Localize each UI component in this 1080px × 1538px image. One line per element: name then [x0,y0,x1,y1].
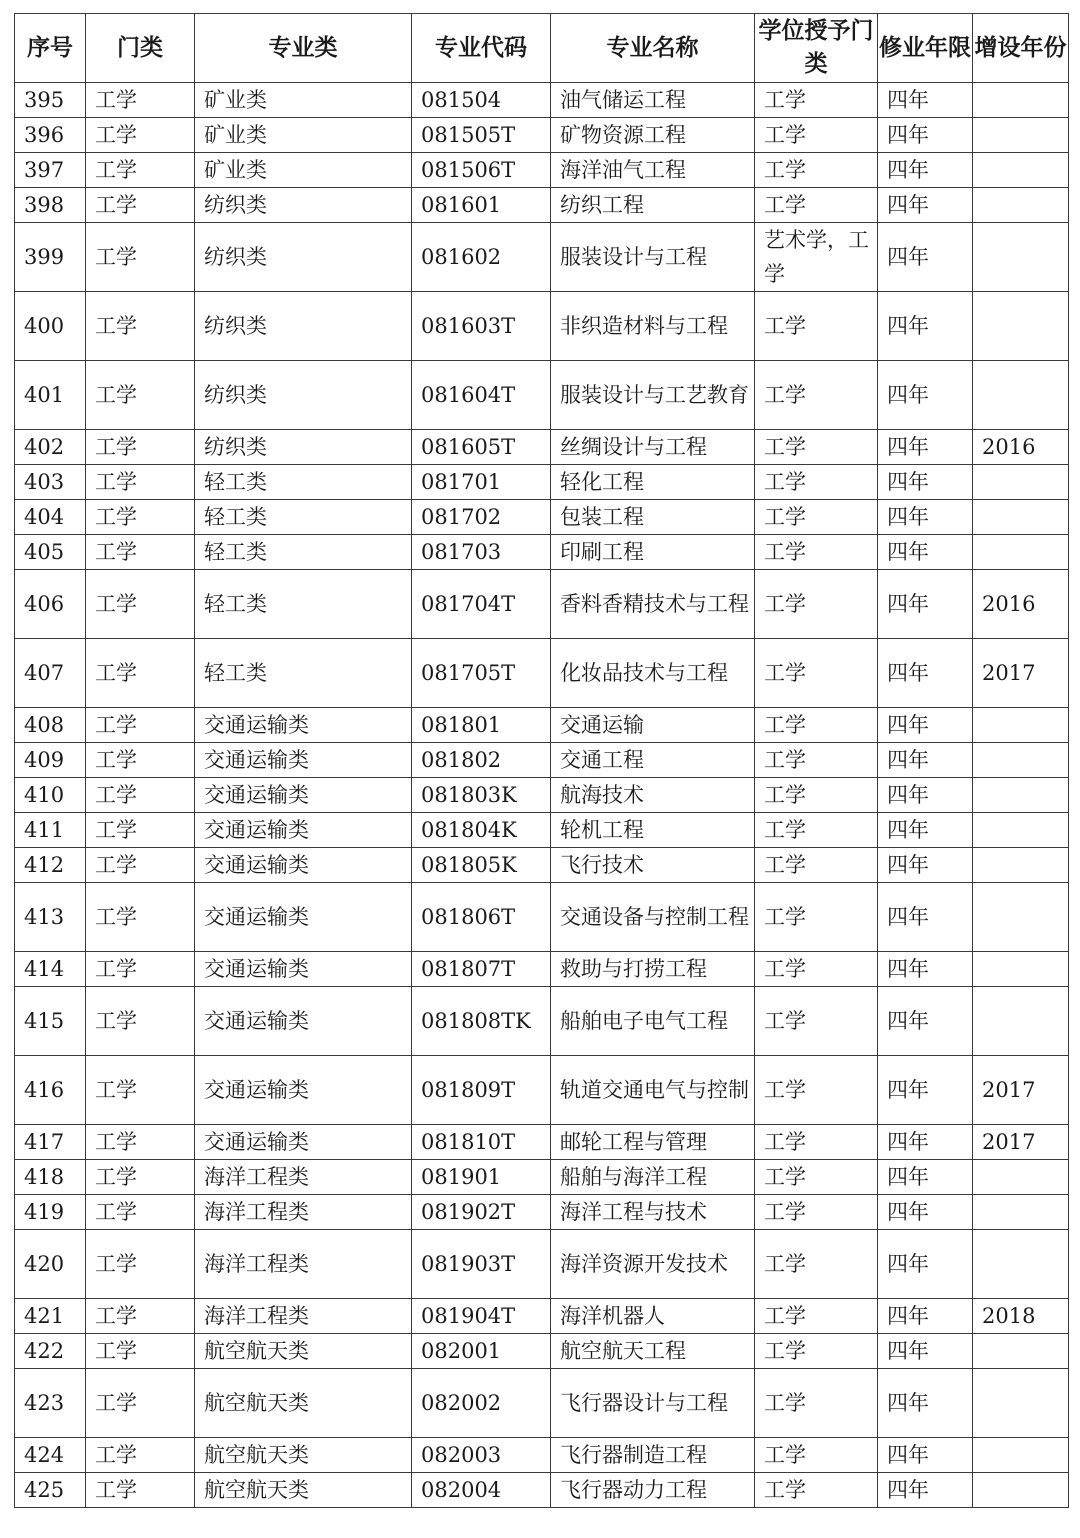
table-row [15,778,1069,813]
degree-category-cell: 工学 [755,987,878,1056]
specialty-code-cell: 081903T [412,1230,551,1299]
year-added-cell: 2016 [973,570,1069,639]
study-length-cell: 四年 [878,535,973,570]
study-length-cell: 四年 [878,1230,973,1299]
serial-number-cell: 401 [15,361,86,430]
table-row [15,83,1069,118]
serial-number-cell: 396 [15,118,86,153]
study-length-cell: 四年 [878,1195,973,1230]
serial-number-cell: 425 [15,1473,86,1508]
table-row [15,1299,1069,1334]
specialty-code-cell: 082001 [412,1334,551,1369]
study-length-cell: 四年 [878,223,973,292]
specialty-class-cell: 纺织类 [195,188,412,223]
header-specialty-class: 专业类 [195,14,412,83]
specialty-catalog-table [14,13,1069,1508]
discipline-cell: 工学 [86,500,195,535]
discipline-cell: 工学 [86,223,195,292]
specialty-code-cell: 081801 [412,708,551,743]
table-row [15,535,1069,570]
specialty-code-cell: 082004 [412,1473,551,1508]
discipline-cell: 工学 [86,1195,195,1230]
specialty-name-cell: 海洋资源开发技术 [551,1230,755,1299]
degree-category-cell: 工学 [755,1195,878,1230]
table-row [15,1195,1069,1230]
specialty-class-cell: 交通运输类 [195,883,412,952]
year-added-cell [973,83,1069,118]
study-length-cell: 四年 [878,1056,973,1125]
table-row [15,570,1069,639]
serial-number-cell: 417 [15,1125,86,1160]
specialty-name-cell: 航空航天工程 [551,1334,755,1369]
specialty-name-cell: 纺织工程 [551,188,755,223]
year-added-cell [973,535,1069,570]
discipline-cell: 工学 [86,292,195,361]
year-added-cell [973,223,1069,292]
study-length-cell: 四年 [878,361,973,430]
specialty-class-cell: 交通运输类 [195,778,412,813]
specialty-name-cell: 航海技术 [551,778,755,813]
discipline-cell: 工学 [86,708,195,743]
serial-number-cell: 407 [15,639,86,708]
specialty-class-cell: 海洋工程类 [195,1160,412,1195]
degree-category-cell: 工学 [755,1473,878,1508]
study-length-cell: 四年 [878,813,973,848]
specialty-name-cell: 飞行技术 [551,848,755,883]
table-row [15,1125,1069,1160]
header-year-added: 增设年份 [973,14,1069,83]
degree-category-cell: 工学 [755,292,878,361]
specialty-name-cell: 船舶与海洋工程 [551,1160,755,1195]
specialty-class-cell: 海洋工程类 [195,1230,412,1299]
year-added-cell [973,1230,1069,1299]
serial-number-cell: 403 [15,465,86,500]
table-row [15,1438,1069,1473]
specialty-class-cell: 交通运输类 [195,952,412,987]
serial-number-cell: 423 [15,1369,86,1438]
year-added-cell [973,848,1069,883]
specialty-class-cell: 矿业类 [195,153,412,188]
specialty-class-cell: 航空航天类 [195,1369,412,1438]
specialty-name-cell: 海洋工程与技术 [551,1195,755,1230]
table-row [15,1160,1069,1195]
discipline-cell: 工学 [86,1438,195,1473]
header-degree-category: 学位授予门类 [755,14,878,83]
degree-category-cell: 工学 [755,1299,878,1334]
specialty-code-cell: 081804K [412,813,551,848]
study-length-cell: 四年 [878,430,973,465]
specialty-name-cell: 船舶电子电气工程 [551,987,755,1056]
year-added-cell: 2017 [973,1056,1069,1125]
specialty-name-cell: 交通运输 [551,708,755,743]
study-length-cell: 四年 [878,1334,973,1369]
year-added-cell [973,1369,1069,1438]
discipline-cell: 工学 [86,430,195,465]
table-row [15,361,1069,430]
specialty-name-cell: 飞行器动力工程 [551,1473,755,1508]
study-length-cell: 四年 [878,465,973,500]
degree-category-cell: 工学 [755,1438,878,1473]
discipline-cell: 工学 [86,465,195,500]
specialty-code-cell: 081704T [412,570,551,639]
table-row [15,1334,1069,1369]
serial-number-cell: 411 [15,813,86,848]
specialty-name-cell: 救助与打捞工程 [551,952,755,987]
serial-number-cell: 395 [15,83,86,118]
degree-category-cell: 工学 [755,500,878,535]
specialty-class-cell: 航空航天类 [195,1334,412,1369]
specialty-name-cell: 轨道交通电气与控制 [551,1056,755,1125]
discipline-cell: 工学 [86,118,195,153]
specialty-name-cell: 邮轮工程与管理 [551,1125,755,1160]
specialty-code-cell: 081806T [412,883,551,952]
specialty-name-cell: 飞行器制造工程 [551,1438,755,1473]
specialty-name-cell: 丝绸设计与工程 [551,430,755,465]
specialty-class-cell: 纺织类 [195,223,412,292]
year-added-cell [973,708,1069,743]
year-added-cell: 2017 [973,639,1069,708]
specialty-code-cell: 081605T [412,430,551,465]
header-discipline-category: 门类 [86,14,195,83]
specialty-name-cell: 矿物资源工程 [551,118,755,153]
specialty-code-cell: 081902T [412,1195,551,1230]
specialty-class-cell: 交通运输类 [195,1056,412,1125]
degree-category-cell: 工学 [755,361,878,430]
table-row [15,813,1069,848]
specialty-code-cell: 081602 [412,223,551,292]
specialty-class-cell: 海洋工程类 [195,1195,412,1230]
specialty-code-cell: 082003 [412,1438,551,1473]
table-row [15,465,1069,500]
study-length-cell: 四年 [878,570,973,639]
serial-number-cell: 419 [15,1195,86,1230]
table-row [15,639,1069,708]
table-row [15,292,1069,361]
specialty-code-cell: 081601 [412,188,551,223]
serial-number-cell: 398 [15,188,86,223]
specialty-name-cell: 轮机工程 [551,813,755,848]
table-row [15,223,1069,292]
study-length-cell: 四年 [878,987,973,1056]
specialty-name-cell: 服装设计与工程 [551,223,755,292]
specialty-name-cell: 海洋油气工程 [551,153,755,188]
year-added-cell [973,1438,1069,1473]
serial-number-cell: 409 [15,743,86,778]
table-row [15,848,1069,883]
specialty-class-cell: 海洋工程类 [195,1299,412,1334]
specialty-class-cell: 纺织类 [195,361,412,430]
specialty-name-cell: 非织造材料与工程 [551,292,755,361]
specialty-class-cell: 纺织类 [195,430,412,465]
serial-number-cell: 414 [15,952,86,987]
degree-category-cell: 工学 [755,848,878,883]
serial-number-cell: 399 [15,223,86,292]
discipline-cell: 工学 [86,1473,195,1508]
degree-category-cell: 工学 [755,1369,878,1438]
specialty-class-cell: 交通运输类 [195,708,412,743]
discipline-cell: 工学 [86,987,195,1056]
discipline-cell: 工学 [86,778,195,813]
specialty-class-cell: 交通运输类 [195,813,412,848]
study-length-cell: 四年 [878,778,973,813]
specialty-name-cell: 印刷工程 [551,535,755,570]
serial-number-cell: 422 [15,1334,86,1369]
serial-number-cell: 412 [15,848,86,883]
serial-number-cell: 424 [15,1438,86,1473]
study-length-cell: 四年 [878,1473,973,1508]
study-length-cell: 四年 [878,1369,973,1438]
year-added-cell [973,292,1069,361]
study-length-cell: 四年 [878,188,973,223]
specialty-code-cell: 081604T [412,361,551,430]
serial-number-cell: 413 [15,883,86,952]
header-serial-number: 序号 [15,14,86,83]
discipline-cell: 工学 [86,188,195,223]
discipline-cell: 工学 [86,1299,195,1334]
header-study-length: 修业年限 [878,14,973,83]
serial-number-cell: 406 [15,570,86,639]
header-specialty-name: 专业名称 [551,14,755,83]
degree-category-cell: 工学 [755,153,878,188]
specialty-code-cell: 081901 [412,1160,551,1195]
table-row [15,500,1069,535]
year-added-cell [973,1160,1069,1195]
year-added-cell [973,188,1069,223]
specialty-class-cell: 交通运输类 [195,987,412,1056]
year-added-cell [973,952,1069,987]
study-length-cell: 四年 [878,708,973,743]
degree-category-cell: 工学 [755,1334,878,1369]
header-row [15,14,1069,83]
year-added-cell [973,743,1069,778]
specialty-code-cell: 081805K [412,848,551,883]
year-added-cell: 2016 [973,430,1069,465]
specialty-code-cell: 081807T [412,952,551,987]
serial-number-cell: 400 [15,292,86,361]
specialty-code-cell: 081802 [412,743,551,778]
specialty-class-cell: 交通运输类 [195,743,412,778]
discipline-cell: 工学 [86,743,195,778]
table-row [15,1473,1069,1508]
discipline-cell: 工学 [86,570,195,639]
table-row [15,153,1069,188]
header-specialty-code: 专业代码 [412,14,551,83]
serial-number-cell: 421 [15,1299,86,1334]
specialty-name-cell: 油气储运工程 [551,83,755,118]
discipline-cell: 工学 [86,1160,195,1195]
discipline-cell: 工学 [86,952,195,987]
discipline-cell: 工学 [86,83,195,118]
specialty-code-cell: 081505T [412,118,551,153]
serial-number-cell: 402 [15,430,86,465]
study-length-cell: 四年 [878,153,973,188]
degree-category-cell: 工学 [755,430,878,465]
specialty-code-cell: 081702 [412,500,551,535]
specialty-name-cell: 化妆品技术与工程 [551,639,755,708]
table-body [15,83,1069,1508]
discipline-cell: 工学 [86,1056,195,1125]
specialty-class-cell: 轻工类 [195,500,412,535]
degree-category-cell: 工学 [755,778,878,813]
degree-category-cell: 工学 [755,118,878,153]
study-length-cell: 四年 [878,1160,973,1195]
specialty-class-cell: 矿业类 [195,83,412,118]
degree-category-cell: 工学 [755,535,878,570]
specialty-class-cell: 轻工类 [195,570,412,639]
year-added-cell: 2018 [973,1299,1069,1334]
table-row [15,883,1069,952]
discipline-cell: 工学 [86,153,195,188]
study-length-cell: 四年 [878,952,973,987]
degree-category-cell: 工学 [755,1056,878,1125]
specialty-code-cell: 081705T [412,639,551,708]
specialty-class-cell: 矿业类 [195,118,412,153]
specialty-name-cell: 飞行器设计与工程 [551,1369,755,1438]
table-row [15,430,1069,465]
study-length-cell: 四年 [878,1125,973,1160]
specialty-class-cell: 轻工类 [195,639,412,708]
degree-category-cell: 工学 [755,1125,878,1160]
year-added-cell [973,118,1069,153]
table-row [15,118,1069,153]
study-length-cell: 四年 [878,743,973,778]
specialty-code-cell: 082002 [412,1369,551,1438]
table-row [15,1369,1069,1438]
year-added-cell [973,361,1069,430]
table-row [15,188,1069,223]
year-added-cell [973,778,1069,813]
study-length-cell: 四年 [878,83,973,118]
serial-number-cell: 420 [15,1230,86,1299]
specialty-code-cell: 081803K [412,778,551,813]
year-added-cell [973,813,1069,848]
specialty-class-cell: 轻工类 [195,465,412,500]
degree-category-cell: 工学 [755,570,878,639]
study-length-cell: 四年 [878,883,973,952]
degree-category-cell: 工学 [755,883,878,952]
table-row [15,987,1069,1056]
specialty-name-cell: 香料香精技术与工程 [551,570,755,639]
year-added-cell [973,1334,1069,1369]
study-length-cell: 四年 [878,639,973,708]
specialty-code-cell: 081603T [412,292,551,361]
year-added-cell [973,465,1069,500]
degree-category-cell: 工学 [755,743,878,778]
serial-number-cell: 404 [15,500,86,535]
year-added-cell [973,500,1069,535]
discipline-cell: 工学 [86,1125,195,1160]
serial-number-cell: 405 [15,535,86,570]
serial-number-cell: 415 [15,987,86,1056]
degree-category-cell: 工学 [755,83,878,118]
discipline-cell: 工学 [86,848,195,883]
specialty-code-cell: 081808TK [412,987,551,1056]
study-length-cell: 四年 [878,118,973,153]
discipline-cell: 工学 [86,535,195,570]
serial-number-cell: 410 [15,778,86,813]
specialty-name-cell: 轻化工程 [551,465,755,500]
table-row [15,1230,1069,1299]
specialty-code-cell: 081904T [412,1299,551,1334]
serial-number-cell: 397 [15,153,86,188]
serial-number-cell: 416 [15,1056,86,1125]
discipline-cell: 工学 [86,639,195,708]
degree-category-cell: 艺术学，工学 [755,223,878,292]
study-length-cell: 四年 [878,292,973,361]
discipline-cell: 工学 [86,361,195,430]
specialty-name-cell: 交通工程 [551,743,755,778]
discipline-cell: 工学 [86,1369,195,1438]
degree-category-cell: 工学 [755,1230,878,1299]
table-row [15,708,1069,743]
degree-category-cell: 工学 [755,639,878,708]
year-added-cell [973,1473,1069,1508]
discipline-cell: 工学 [86,883,195,952]
year-added-cell [973,1195,1069,1230]
table-row [15,743,1069,778]
specialty-class-cell: 航空航天类 [195,1473,412,1508]
specialty-name-cell: 交通设备与控制工程 [551,883,755,952]
specialty-code-cell: 081810T [412,1125,551,1160]
discipline-cell: 工学 [86,813,195,848]
degree-category-cell: 工学 [755,708,878,743]
degree-category-cell: 工学 [755,952,878,987]
specialty-class-cell: 轻工类 [195,535,412,570]
specialty-code-cell: 081703 [412,535,551,570]
specialty-class-cell: 纺织类 [195,292,412,361]
specialty-code-cell: 081506T [412,153,551,188]
specialty-class-cell: 交通运输类 [195,1125,412,1160]
serial-number-cell: 408 [15,708,86,743]
year-added-cell [973,883,1069,952]
specialty-name-cell: 海洋机器人 [551,1299,755,1334]
specialty-class-cell: 航空航天类 [195,1438,412,1473]
year-added-cell [973,153,1069,188]
specialty-name-cell: 包装工程 [551,500,755,535]
degree-category-cell: 工学 [755,813,878,848]
discipline-cell: 工学 [86,1334,195,1369]
table-row [15,1056,1069,1125]
specialty-code-cell: 081701 [412,465,551,500]
discipline-cell: 工学 [86,1230,195,1299]
specialty-class-cell: 交通运输类 [195,848,412,883]
serial-number-cell: 418 [15,1160,86,1195]
year-added-cell: 2017 [973,1125,1069,1160]
table-row [15,952,1069,987]
degree-category-cell: 工学 [755,465,878,500]
specialty-code-cell: 081809T [412,1056,551,1125]
study-length-cell: 四年 [878,1299,973,1334]
specialty-name-cell: 服装设计与工艺教育 [551,361,755,430]
specialty-code-cell: 081504 [412,83,551,118]
degree-category-cell: 工学 [755,1160,878,1195]
table-header [15,14,1069,83]
study-length-cell: 四年 [878,848,973,883]
year-added-cell [973,987,1069,1056]
study-length-cell: 四年 [878,1438,973,1473]
degree-category-cell: 工学 [755,188,878,223]
study-length-cell: 四年 [878,500,973,535]
